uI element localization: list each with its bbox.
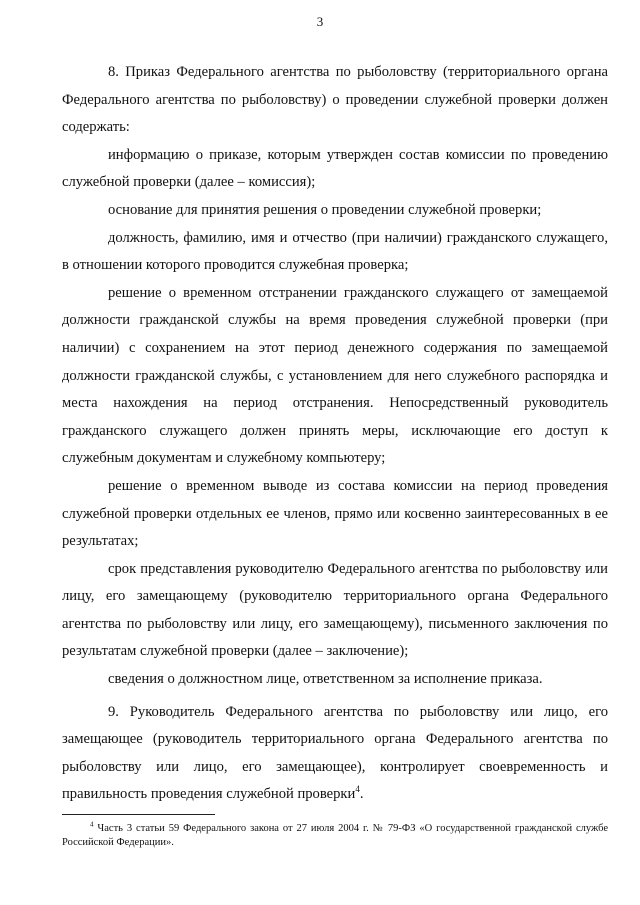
list-item-deadline: срок представления руководителю Федерального агентства по рыболовству или лицу, его замещающему (руководителю территориального органа Федерального агентства по рыболовству или лицу, его замещающему), письменного заключения по результатам служебной проверки (далее – заключение); (62, 560, 608, 660)
document-body (62, 59, 608, 809)
list-item-grounds: основание для принятия решения о проведении служебной проверки; (108, 201, 542, 218)
list-item-commission-order: информацию о приказе, которым утвержден состав комиссии по проведению служебной проверки (далее – комиссия); (62, 146, 608, 191)
paragraph-8-intro: 8. Приказ Федерального агентства по рыболовству (территориального органа Федерального агентства по рыболовству) о проведении служебной проверки должен содержать: (62, 64, 608, 136)
paragraph-9 (62, 699, 608, 809)
paragraph-9-end: . (359, 786, 364, 803)
list-item-employee-name: должность, фамилию, имя и отчество (при наличии) гражданского служащего, в отношении которого проводится служебная проверка; (62, 229, 608, 274)
list-item-member-removal: решение о временном выводе из состава комиссии на период проведения служебной проверки отдельных ее членов, прямо или косвенно заинтересованных в ее результатах; (62, 477, 608, 550)
footnote-reference[interactable]: 4 (355, 784, 360, 795)
footnote-text: Часть 3 статьи 59 Федерального закона от 27 июля 2004 г. № 79-ФЗ «О государственной гражданской службе Российской Федерации». (62, 823, 609, 848)
footnote-divider (62, 814, 215, 815)
paragraph-9-text: 9. Руководитель Федерального агентства по рыболовству или лицо, его замещающее (руководитель территориального органа Федерального агентства по рыболовству или лицо, его замещающее), контролирует своевременность и правильность проведения служебной проверки (62, 703, 608, 803)
footnote (62, 822, 608, 850)
footnote-marker: 4 (90, 820, 94, 829)
list-item-suspension: решение о временном отстранении гражданского служащего от замещаемой должности гражданской службы на время проведения служебной проверки (при наличии) с сохранением на этот период денежного содержания по замещаемой должности гражданской службы, с установлением для него служебного распорядка и места нахождения на период отстранения. Непосредственный руководитель гражданского служащего должен принять меры, исключающие его доступ к служебным документам и служебному компьютеру; (62, 284, 608, 467)
page-number: 3 (316, 14, 324, 29)
list-item-responsible-official: сведения о должностном лице, ответственном за исполнение приказа. (108, 671, 543, 688)
